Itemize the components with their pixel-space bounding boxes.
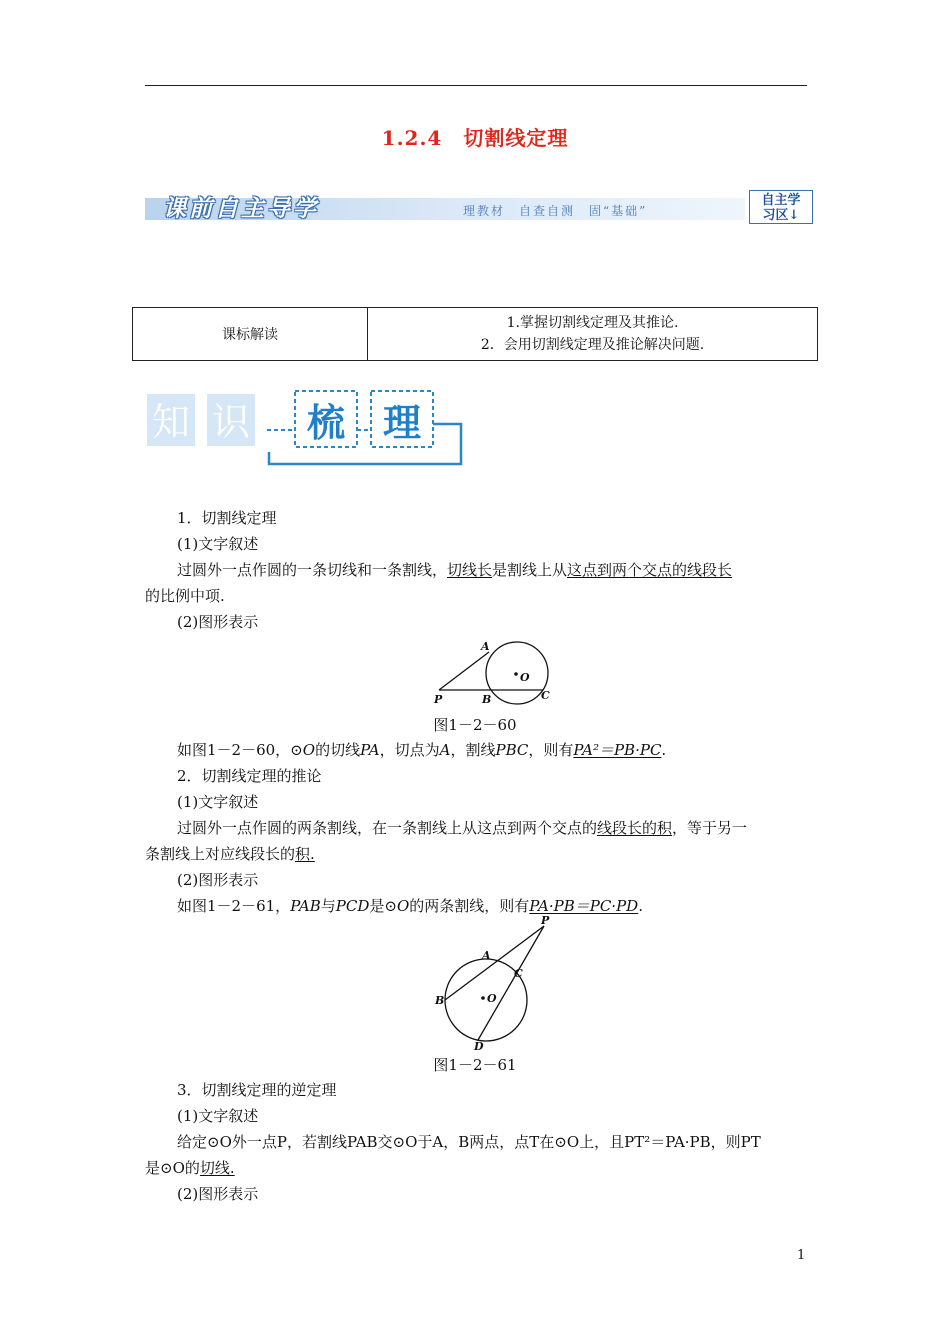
- fig61-secant-PCD: [478, 926, 544, 1040]
- s2-formula-d: PCD: [335, 897, 370, 915]
- s1-formula-c: 的切线: [315, 741, 361, 759]
- table-label: 课标解读: [222, 327, 278, 343]
- s2-text-label: (1)文字叙述: [177, 793, 259, 811]
- s1-text-a: 过圆外一点作圆的一条切线和一条割线，: [177, 561, 448, 579]
- table-label-cell: [133, 308, 368, 361]
- knowledge-review-banner: [145, 388, 465, 468]
- s2-formula-b: PAB: [290, 897, 321, 915]
- s1-formula-b: O: [302, 741, 316, 759]
- figure-1-2-61: [428, 912, 558, 1050]
- s2-text-b: ，等于另一: [672, 819, 748, 837]
- s1-formula-e: ，切点为: [379, 741, 440, 759]
- fig61-caption: 图1－2－61: [433, 1056, 517, 1074]
- fig60-tangent-PA: [439, 652, 489, 690]
- s3-fig-label: (2)图形表示: [177, 1185, 259, 1203]
- fig61-label-O: O: [487, 992, 497, 1005]
- fig60-label-A: A: [481, 640, 490, 653]
- s1-fig-label: (2)图形表示: [177, 613, 259, 631]
- s2-text-cont: [145, 841, 810, 867]
- s1-title: 1．切割线定理: [177, 509, 277, 527]
- s1-text: [145, 557, 810, 583]
- s2-title: 2．切割线定理的推论: [177, 767, 322, 785]
- content-part-1: [145, 505, 810, 635]
- kzl-char-2: 识: [211, 400, 251, 444]
- table-goals-cell: [368, 308, 818, 361]
- fig60-label-C: C: [541, 689, 550, 702]
- s2-text-a: 过圆外一点作圆的两条割线，在一条割线上从这点到两个交点的: [177, 819, 598, 837]
- s3-text-label: (1)文字叙述: [177, 1107, 259, 1125]
- kzl-char-1: 知: [151, 400, 191, 444]
- s3-title: 3．切割线定理的逆定理: [177, 1081, 337, 1099]
- banner-box-line2: 习区↓: [762, 208, 800, 223]
- figure-1-2-60: [425, 636, 560, 712]
- banner-heading: 课前自主导学: [163, 195, 319, 222]
- banner-self-study: [145, 190, 815, 226]
- s3-line-1: 给定⊙O外一点P，若割线PAB交⊙O于A，B两点，点T在⊙O上，且PT²＝PA·PB，则PT: [177, 1133, 761, 1151]
- content-part-3: [145, 1077, 810, 1207]
- s1-text-underline-2: 这点到两个交点的线段长: [567, 561, 733, 579]
- s1-text-label: (1)文字叙述: [177, 535, 259, 553]
- s1-text-underline-1: 切线长: [447, 561, 493, 579]
- s2-fig-label: (2)图形表示: [177, 871, 259, 889]
- s3-line-2-underline: 切线.: [199, 1159, 235, 1177]
- fig61-label-P: P: [541, 914, 550, 927]
- table-goal-2: 2．会用切割线定理及推论解决问题.: [480, 337, 705, 353]
- content-part-2: [145, 737, 810, 919]
- section-title: 1.2.4 切割线定理: [381, 126, 569, 150]
- fig60-label-B: B: [482, 693, 492, 706]
- s2-formula-g: 的两条割线，则有: [409, 897, 530, 915]
- s2-text-underline-1: 线段长的积: [597, 819, 673, 837]
- top-rule: [145, 85, 807, 86]
- s2-formula-e: 是⊙: [369, 897, 397, 915]
- s2-text-underline-2: 积.: [295, 845, 315, 863]
- s1-formula-end: .: [661, 741, 667, 759]
- banner-box: [749, 190, 813, 224]
- table-goal-1: 1.掌握切割线定理及其推论.: [506, 315, 679, 331]
- curriculum-table: [132, 307, 818, 361]
- fig61-label-B: B: [435, 994, 445, 1007]
- s2-text: [145, 815, 810, 841]
- page-number: 1: [797, 1248, 806, 1263]
- s1-text-b: 是割线上从: [492, 561, 568, 579]
- banner-subtitle: 理教材 自查自测 固“基础”: [463, 204, 648, 218]
- fig60-caption: 图1－2－60: [433, 716, 517, 734]
- s2-formula-c: 与: [320, 897, 336, 915]
- fig61-label-A: A: [482, 949, 491, 962]
- s3-line-2-a: 是⊙O的: [145, 1159, 200, 1177]
- s1-formula-underline: PA²＝PB·PC: [573, 741, 662, 759]
- s1-text-cont: 的比例中项.: [145, 587, 225, 605]
- s2-formula-end: .: [638, 897, 643, 915]
- fig60-center-dot: [514, 672, 518, 676]
- kzl-char-3: 梳: [306, 401, 346, 445]
- s2-text-c: 条割线上对应线段长的: [145, 845, 296, 863]
- s2-formula-underline: PA·PB＝PC·PD: [529, 897, 639, 915]
- banner-box-line1: 自主学: [761, 193, 801, 208]
- s1-formula-a: 如图1－2－60，⊙: [177, 741, 303, 759]
- s1-formula-i: ，则有: [528, 741, 574, 759]
- s2-formula-a: 如图1－2－61，: [177, 897, 291, 915]
- s1-formula-h: PBC: [495, 741, 529, 759]
- fig61-center-dot: [481, 996, 485, 1000]
- fig61-label-D: D: [474, 1040, 484, 1050]
- fig61-secant-PAB: [445, 926, 544, 1000]
- fig61-label-C: C: [514, 967, 523, 980]
- s3-line-2: [145, 1155, 810, 1181]
- fig60-label-P: P: [434, 693, 443, 706]
- kzl-char-4: 理: [382, 401, 422, 445]
- s1-formula-g: ，割线: [450, 741, 496, 759]
- s2-formula-f: O: [396, 897, 410, 915]
- s1-formula: [145, 737, 810, 763]
- fig60-label-O: O: [520, 671, 530, 684]
- s1-formula-f: A: [439, 741, 451, 759]
- s1-formula-d: PA: [360, 741, 380, 759]
